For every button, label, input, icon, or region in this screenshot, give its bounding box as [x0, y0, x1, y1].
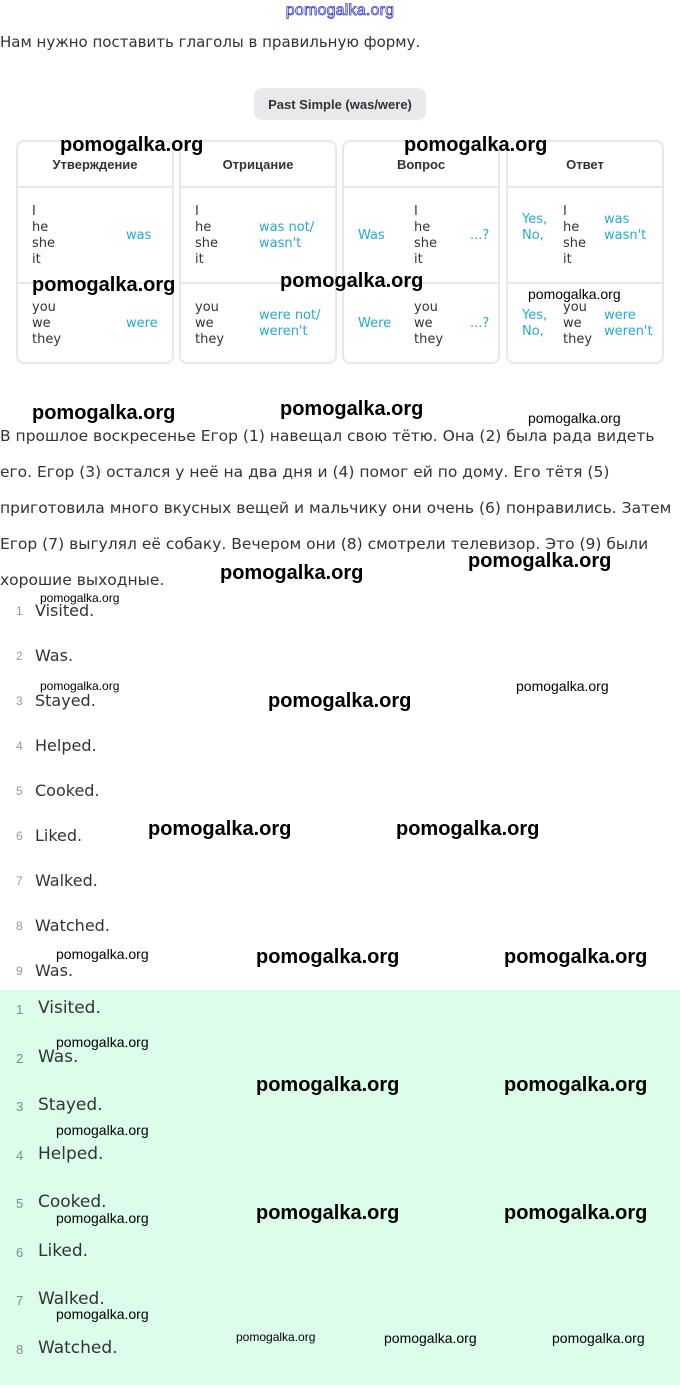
- pronoun-list: [414, 204, 437, 268]
- pronoun: we: [414, 316, 433, 331]
- question-mark: ...?: [470, 228, 490, 243]
- pronoun-list: [32, 204, 55, 268]
- verb-form: [259, 220, 314, 252]
- watermark: pomogalka.org: [384, 1330, 477, 1346]
- item-number: 7: [16, 874, 23, 888]
- item-text: Stayed.: [35, 691, 96, 710]
- list-item: [0, 1136, 680, 1185]
- watermark: pomogalka.org: [504, 1202, 648, 1224]
- affirmative-column: [16, 140, 174, 364]
- watermark: pomogalka.org: [504, 946, 648, 968]
- list-item: [0, 990, 680, 1039]
- item-number: 2: [16, 1050, 24, 1066]
- watermark: pomogalka.org: [268, 690, 412, 712]
- grammar-title-pill: Past Simple (was/were): [254, 88, 426, 120]
- watermark: pomogalka.org: [236, 1330, 316, 1344]
- pronoun: she: [195, 236, 219, 251]
- pronoun: he: [32, 220, 49, 235]
- pronoun: it: [563, 252, 572, 267]
- watermark: pomogalka.org: [60, 134, 204, 156]
- watermark: pomogalka.org: [148, 818, 292, 840]
- list-item: [0, 906, 680, 951]
- item-number: 4: [16, 1147, 24, 1163]
- pronoun: she: [32, 236, 56, 251]
- grammar-table: [16, 140, 664, 364]
- watermark: pomogalka.org: [528, 286, 621, 302]
- item-number: 5: [16, 1196, 24, 1211]
- pronoun: you: [414, 300, 438, 315]
- watermark: pomogalka.org: [32, 274, 176, 296]
- pronoun-list: [195, 204, 218, 268]
- pronoun: we: [563, 316, 582, 331]
- item-text: Visited.: [38, 998, 101, 1018]
- answer-list: [0, 591, 680, 996]
- pronoun: it: [32, 252, 41, 267]
- plural-row: [344, 284, 498, 362]
- item-text: Was.: [35, 646, 74, 665]
- pronoun: I: [414, 204, 418, 219]
- verb-form-short: wasn't: [259, 236, 302, 251]
- column-header: Вопрос: [344, 142, 498, 188]
- pronoun: you: [563, 300, 587, 315]
- plural-row: [181, 284, 335, 362]
- question-column: [342, 140, 500, 364]
- pronoun: it: [195, 252, 204, 267]
- watermark: pomogalka.org: [516, 678, 609, 694]
- item-text: Liked.: [35, 826, 83, 845]
- verb-form: [604, 212, 646, 244]
- yes-no: [522, 308, 547, 340]
- negative-column: [179, 140, 337, 364]
- pronoun: it: [414, 252, 423, 267]
- pronoun-list: [414, 300, 443, 348]
- pronoun: we: [195, 316, 214, 331]
- list-item: [0, 861, 680, 906]
- watermark: pomogalka.org: [220, 562, 364, 584]
- watermark: pomogalka.org: [504, 1074, 648, 1096]
- item-number: 8: [16, 1341, 24, 1357]
- exercise-text: В прошлое воскресенье Егор (1) навещал свою тётю. Она (2) была рада видеть его. Егор (3) остался у неё на два дня и (4) помог ей по дому. Его тётя (5) приготовила много вкусных вещей и мальчику они очень (6) понравились. Затем Егор (7) выгулял её собаку. Вечером они (8) смотрели телевизор. Это (9) были хорошие выходные.: [0, 427, 672, 589]
- item-number: 5: [16, 784, 23, 798]
- watermark: pomogalka.org: [256, 946, 400, 968]
- pronoun: we: [32, 316, 51, 331]
- watermark: pomogalka.org: [56, 1210, 149, 1226]
- column-header: Ответ: [508, 142, 662, 188]
- pronoun: I: [195, 204, 199, 219]
- verb-form: was: [126, 228, 152, 243]
- pronoun: I: [32, 204, 36, 219]
- watermark: pomogalka.org: [528, 410, 621, 426]
- item-text: Cooked.: [35, 781, 100, 800]
- yes-label: Yes,: [522, 212, 548, 227]
- column-header: Отрицание: [181, 142, 335, 188]
- item-number: 6: [16, 829, 23, 843]
- watermark: pomogalka.org: [468, 550, 612, 572]
- item-number: 1: [16, 1002, 24, 1017]
- pronoun: he: [563, 220, 580, 235]
- watermark: pomogalka.org: [40, 591, 120, 605]
- pronoun: they: [32, 332, 62, 347]
- list-item: [0, 771, 680, 816]
- item-text: Was.: [38, 1046, 79, 1067]
- yes-label: Yes,: [522, 308, 548, 323]
- item-text: Helped.: [38, 1143, 104, 1164]
- list-item: [0, 726, 680, 771]
- item-number: 3: [16, 1099, 24, 1114]
- singular-row: [18, 188, 172, 284]
- site-logo[interactable]: pomogalka.org: [285, 2, 395, 19]
- verb-form-negative: weren't: [604, 324, 653, 339]
- item-text: Walked.: [35, 871, 98, 890]
- item-number: 3: [16, 694, 23, 708]
- verb-form-short: weren't: [259, 324, 308, 339]
- pronoun: they: [414, 332, 444, 347]
- item-text: Walked.: [38, 1289, 105, 1309]
- pronoun: she: [563, 236, 587, 251]
- singular-row: [508, 188, 662, 284]
- yes-no: [522, 212, 547, 244]
- watermark: pomogalka.org: [280, 398, 424, 420]
- column-header: Утверждение: [18, 142, 172, 188]
- item-text: Helped.: [35, 736, 97, 755]
- verb-form: [604, 308, 653, 340]
- pronoun: you: [195, 300, 219, 315]
- item-text: Watched.: [38, 1337, 118, 1358]
- item-number: 4: [16, 739, 23, 753]
- watermark: pomogalka.org: [404, 134, 548, 156]
- watermark: pomogalka.org: [552, 1330, 645, 1346]
- verb-form: Were: [358, 316, 392, 331]
- list-item: [0, 816, 680, 861]
- watermark: pomogalka.org: [256, 1202, 400, 1224]
- verb-form: [259, 308, 321, 340]
- verb-form: were: [126, 316, 158, 331]
- answer-column: [506, 140, 664, 364]
- watermark: pomogalka.org: [280, 270, 424, 292]
- pronoun: he: [195, 220, 212, 235]
- verb-form-full: were not/: [259, 308, 321, 323]
- watermark: pomogalka.org: [40, 679, 120, 693]
- pronoun: he: [414, 220, 431, 235]
- item-number: 2: [16, 649, 23, 663]
- item-text: Visited.: [35, 601, 95, 620]
- item-text: Was.: [35, 961, 74, 980]
- verb-form-full: was not/: [259, 220, 315, 235]
- item-text: Watched.: [35, 916, 110, 935]
- watermark: pomogalka.org: [56, 1306, 149, 1322]
- item-number: 8: [16, 919, 23, 933]
- item-number: 1: [16, 604, 23, 618]
- verb-form: Was: [358, 228, 385, 243]
- watermark: pomogalka.org: [56, 1122, 149, 1138]
- item-number: 6: [16, 1244, 24, 1260]
- question-mark: ...?: [470, 316, 490, 331]
- verb-form-positive: was: [604, 212, 630, 227]
- item-number: 7: [16, 1293, 24, 1308]
- task-instruction: Нам нужно поставить глаголы в правильную форму.: [0, 33, 421, 51]
- item-number: 9: [16, 964, 23, 978]
- pronoun-list: [195, 300, 224, 348]
- no-label: No,: [522, 228, 544, 243]
- pronoun-list: [563, 204, 586, 268]
- no-label: No,: [522, 324, 544, 339]
- watermark: pomogalka.org: [56, 1034, 149, 1050]
- list-item: [0, 1233, 680, 1282]
- pronoun: they: [195, 332, 225, 347]
- pronoun-list: [563, 300, 592, 348]
- pronoun: I: [563, 204, 567, 219]
- verb-form-negative: wasn't: [604, 228, 647, 243]
- pronoun: they: [563, 332, 593, 347]
- watermark: pomogalka.org: [32, 402, 176, 424]
- item-text: Liked.: [38, 1240, 89, 1261]
- watermark: pomogalka.org: [396, 818, 540, 840]
- watermark: pomogalka.org: [56, 946, 149, 962]
- item-text: Cooked.: [38, 1192, 107, 1212]
- pronoun: she: [414, 236, 438, 251]
- verb-form-positive: were: [604, 308, 636, 323]
- list-item: [0, 636, 680, 681]
- pronoun-list: [32, 300, 61, 348]
- item-text: Stayed.: [38, 1095, 103, 1115]
- watermark: pomogalka.org: [256, 1074, 400, 1096]
- pronoun: you: [32, 300, 56, 315]
